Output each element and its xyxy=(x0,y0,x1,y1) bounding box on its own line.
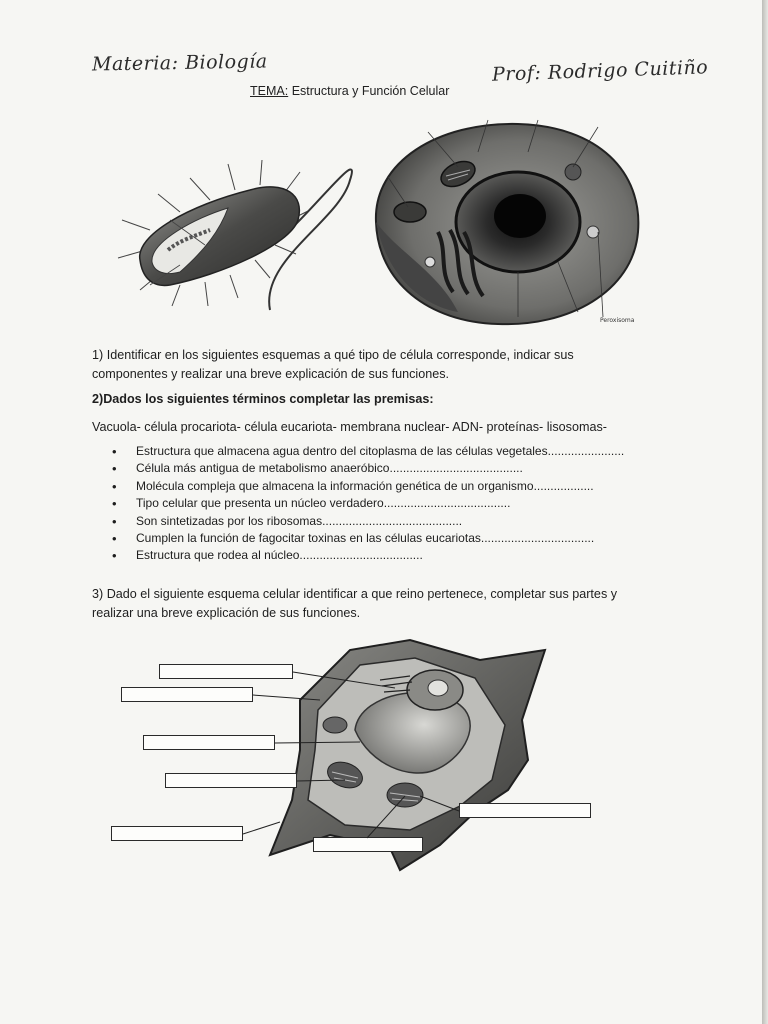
premise-item: • Estructura que almacena agua dentro del citoplasma de las células vegetales....................... xyxy=(110,443,624,460)
premise-item: • Molécula compleja que almacena la información genética de un organismo.................. xyxy=(110,478,624,495)
subject-handwriting: Materia: Biología xyxy=(91,50,268,76)
teacher-handwriting: Prof: Rodrigo Cuitiño xyxy=(491,56,709,86)
question-1: 1) Identificar en los siguientes esquemas a qué tipo de célula corresponde, indicar sus componentes y realizar una breve explicación de sus funciones. xyxy=(92,348,574,381)
peroxisome-label: Peroxisoma xyxy=(600,317,635,324)
title-tema-label: TEMA: xyxy=(250,84,289,98)
premise-item: • Célula más antigua de metabolismo anaeróbico........................................ xyxy=(110,460,624,477)
question-3: 3) Dado el siguiente esquema celular identificar a que reino pertenece, completar sus partes y realizar una breve explicación de sus funciones. xyxy=(92,587,618,620)
question-2-terms: Vacuola- célula procariota- célula eucariota- membrana nuclear- ADN- proteínas- lisosomas- xyxy=(92,420,607,434)
premise-item: • Tipo celular que presenta un núcleo verdadero...................................... xyxy=(110,495,624,512)
question-2-title: 2)Dados los siguientes términos completar las premisas: xyxy=(92,392,434,406)
premise-item: • Cumplen la función de fagocitar toxinas en las células eucariotas.................................. xyxy=(110,530,624,547)
premise-item: • Estructura que rodea al núcleo..................................... xyxy=(110,547,624,564)
premise-item: • Son sintetizadas por los ribosomas.......................................... xyxy=(110,513,624,530)
title-topic: Estructura y Función Celular xyxy=(291,84,450,98)
